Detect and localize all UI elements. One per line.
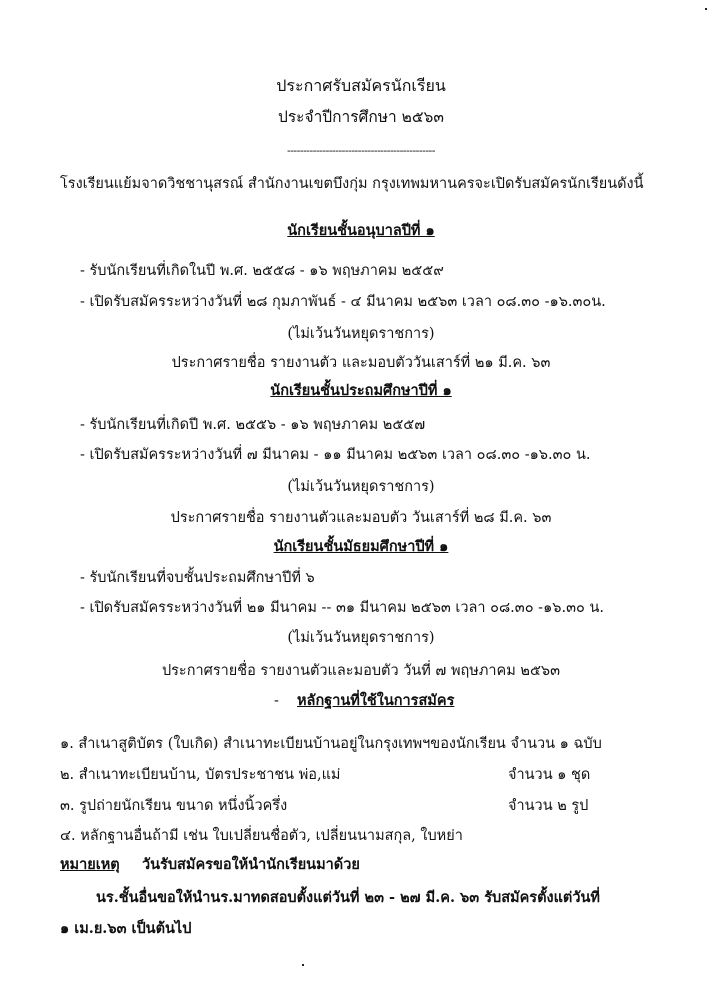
page-title: ประกาศรับสมัครนักเรียน bbox=[276, 76, 446, 95]
kindergarten-note: (ไม่เว้นวันหยุดราชการ) bbox=[287, 326, 435, 342]
kindergarten-item: - เปิดรับสมัครระหว่างวันที่ ๒๘ กุมภาพันธ์ - ๔ มีนาคม ๒๕๖๓ เวลา ๐๘.๓๐ -๑๖.๓๐น. bbox=[80, 294, 606, 310]
secondary-note: (ไม่เว้นวันหยุดราชการ) bbox=[287, 630, 435, 646]
primary-note: (ไม่เว้นวันหยุดราชการ) bbox=[287, 479, 435, 495]
documents-heading: หลักฐานที่ใช้ในการสมัคร bbox=[297, 692, 455, 709]
documents-quantity: จำนวน ๑ ชุด bbox=[508, 767, 591, 783]
secondary-item: - เปิดรับสมัครระหว่างวันที่ ๒๑ มีนาคม -- ๓๑ มีนาคม ๒๕๖๓ เวลา ๐๘.๓๐ -๑๖.๓๐ น. bbox=[80, 600, 604, 616]
primary-heading: นักเรียนชั้นประถมศึกษาปีที่ ๑ bbox=[270, 382, 452, 399]
divider-line: ---------------------------------------------- bbox=[287, 144, 435, 157]
documents-item: ๔. หลักฐานอื่นถ้ามี เช่น ใบเปลี่ยนชื่อตัว, เปลี่ยนนามสกุล, ใบหย่า bbox=[60, 828, 463, 844]
secondary-announce: ประกาศรายชื่อ รายงานตัวและมอบตัว วันที่ ๗ พฤษภาคม ๒๕๖๓ bbox=[161, 663, 561, 679]
remark-label: หมายเหตุ bbox=[60, 856, 120, 873]
documents-quantity: จำนวน ๒ รูป bbox=[508, 798, 589, 814]
page-subtitle: ประจำปีการศึกษา ๒๕๖๓ bbox=[278, 108, 444, 126]
remark-line: ๑ เม.ย.๖๓ เป็นต้นไป bbox=[60, 920, 192, 937]
secondary-heading: นักเรียนชั้นมัธยมศึกษาปีที่ ๑ bbox=[273, 538, 449, 555]
remark-line: นร.ชั้นอื่นขอให้นำนร.มาทดสอบตั้งแต่วันที่ ๒๓ - ๒๗ มี.ค. ๖๓ รับสมัครตั้งแต่วันที่ bbox=[96, 889, 600, 906]
secondary-item: - รับนักเรียนที่จบชั้นประถมศึกษาปีที่ ๖ bbox=[80, 570, 315, 586]
documents-item: ๑. สำเนาสูติบัตร (ใบเกิด) สำเนาทะเบียนบ้านอยู่ในกรุงเทพฯของนักเรียน จำนวน ๑ ฉบับ bbox=[60, 736, 602, 752]
scan-speck bbox=[705, 8, 707, 10]
kindergarten-heading: นักเรียนชั้นอนุบาลปีที่ ๑ bbox=[287, 222, 435, 239]
documents-item: ๓. รูปถ่ายนักเรียน ขนาด หนึ่งนิ้วครึ่ง bbox=[60, 798, 288, 814]
primary-announce: ประกาศรายชื่อ รายงานตัวและมอบตัว วันเสาร์ที่ ๒๘ มี.ค. ๖๓ bbox=[170, 510, 552, 526]
documents-item: ๒. สำเนาทะเบียนบ้าน, บัตรประชาชน พ่อ,แม่ bbox=[60, 767, 341, 783]
documents-dash: - bbox=[274, 693, 279, 709]
kindergarten-announce: ประกาศรายชื่อ รายงานตัว และมอบตัววันเสาร์ที่ ๒๑ มี.ค. ๖๓ bbox=[171, 355, 551, 371]
kindergarten-item: - รับนักเรียนที่เกิดในปี พ.ศ. ๒๕๕๘ - ๑๖ พฤษภาคม ๒๕๕๙ bbox=[80, 263, 444, 279]
remark-text: วันรับสมัครขอให้นำนักเรียนมาด้วย bbox=[142, 856, 360, 873]
primary-item: - เปิดรับสมัครระหว่างวันที่ ๗ มีนาคม - ๑๑ มีนาคม ๒๕๖๓ เวลา ๐๘.๓๐ -๑๖.๓๐ น. bbox=[80, 447, 591, 463]
scan-speck bbox=[302, 964, 304, 966]
primary-item: - รับนักเรียนที่เกิดปี พ.ศ. ๒๕๕๖ - ๑๖ พฤษภาคม ๒๕๕๗ bbox=[80, 417, 426, 433]
intro-text: โรงเรียนแย้มจาดวิชชานุสรณ์ สำนักงานเขตบึงกุ่ม กรุงเทพมหานครจะเปิดรับสมัครนักเรียนดังนี้ bbox=[60, 176, 644, 192]
